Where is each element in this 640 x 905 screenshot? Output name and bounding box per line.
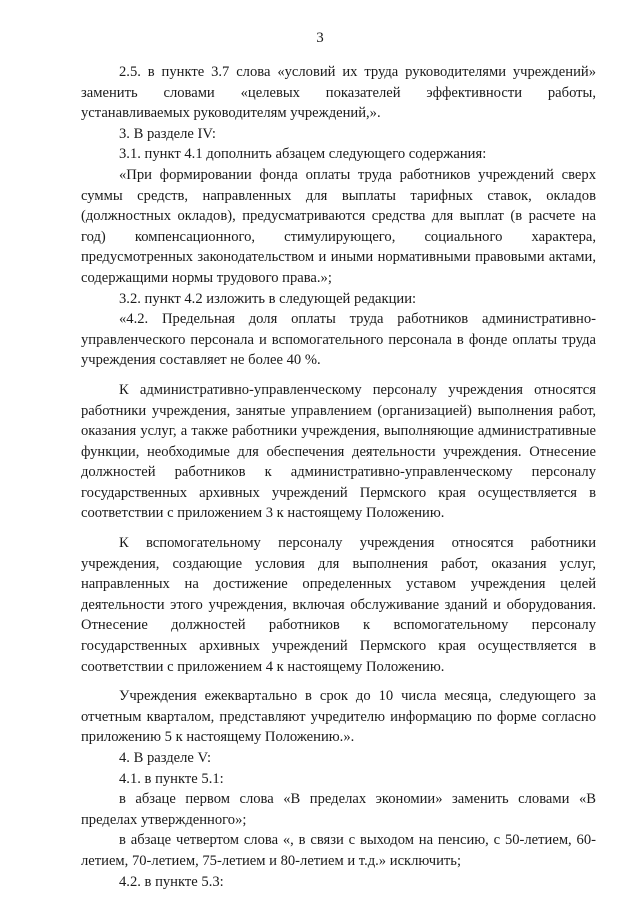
paragraph-section-4-heading: 3. В разделе IV:	[119, 125, 216, 142]
page-number: 3	[316, 30, 324, 46]
paragraph-abzac-4: в абзаце четвертом слова «, в связи с выходом на пенсию, с 50-летием, 60-летием, 70-летием, 75-летием и 80-летием и т.д.» исключить;	[81, 832, 596, 869]
paragraph-support-staff: К вспомогательному персоналу учреждения относятся работники учреждения, создающие условия для выполнения работ, оказания услуг, направленных на достижение определенных уставом учреждения целей деятельности этого учреждения, включая обслуживание зданий и оборудования. Отнесение должностей работников к вспомогательному персоналу государственных архивных учреждений Пермского края осуществляется в соответствии с приложением 4 к настоящему Положению.	[81, 535, 596, 675]
paragraph-quarterly-report: Учреждения ежеквартально в срок до 10 числа месяца, следующего за отчетным кварталом, представляют учредителю информацию по форме согласно приложению 5 к настоящему Положению.».	[81, 688, 596, 746]
paragraph-admin-staff: К административно-управленческому персоналу учреждения относятся работники учреждения, занятые управлением (организацией) выполнения работ, оказания услуг, а также работники учреждения, выполняющие административные функции, необходимые для обеспечения деятельности учреждения. Отнесение должностей работников к административно-управленческому персоналу государственных архивных учреждений Пермского края осуществляется в соответствии с приложением 3 к настоящему Положению.	[81, 381, 596, 522]
paragraph-abzac-1: в абзаце первом слова «В пределах экономии» заменить словами «В пределах утвержденного»;	[81, 791, 596, 828]
document-body	[81, 62, 596, 892]
paragraph-4-2: 4.2. в пункте 5.3:	[119, 873, 224, 890]
paragraph-4-1: 4.1. в пункте 5.1:	[119, 770, 224, 787]
paragraph-quote-4-2: «4.2. Предельная доля оплаты труда работников административно-управленческого персонала и вспомогательного персонала в фонде оплаты труда учреждения составляет не более 40 %.	[81, 311, 596, 369]
paragraph-quote-4-1: «При формировании фонда оплаты труда работников учреждений сверх суммы средств, направленных для выплаты тарифных ставок, окладов (должностных окладов), предусматриваются средства для выплат (в расчете на год) компенсационного, стимулирующего, социального характера, предусмотренных законодательством и иными нормативными правовыми актами, содержащими нормы трудового права.»;	[81, 166, 596, 286]
paragraph-2-5: 2.5. в пункте 3.7 слова «условий их труда руководителями учреждений» заменить словами «целевых показателей эффективности работы, устанавливаемых руководителям учреждений,».	[81, 64, 596, 122]
paragraph-3-1: 3.1. пункт 4.1 дополнить абзацем следующего содержания:	[119, 146, 487, 163]
paragraph-section-5-heading: 4. В разделе V:	[119, 750, 212, 766]
paragraph-3-2: 3.2. пункт 4.2 изложить в следующей редакции:	[119, 290, 417, 307]
